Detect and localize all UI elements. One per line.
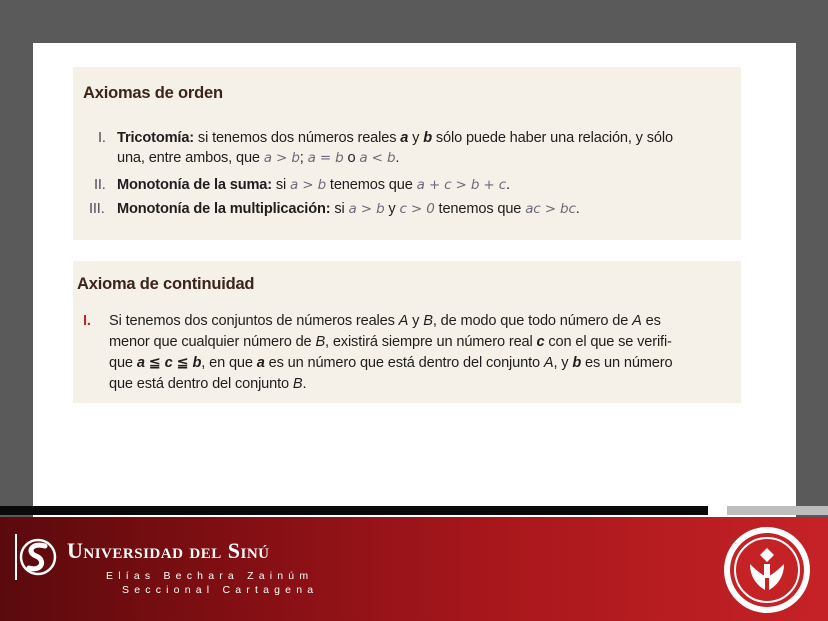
axiom-text: es un número bbox=[581, 355, 673, 371]
axiom-name: Monotonía de la suma: bbox=[117, 177, 272, 193]
set-a: A bbox=[543, 355, 554, 371]
math-expression: a > b bbox=[290, 177, 327, 193]
set-b: B bbox=[423, 313, 433, 329]
axiom-text: que bbox=[109, 355, 137, 371]
var-b: b bbox=[423, 130, 432, 146]
axiom-text: , y bbox=[553, 355, 573, 371]
axiom-number: I. bbox=[83, 313, 91, 329]
math-expression: a + c > b + c bbox=[416, 177, 506, 193]
axiom-text: tenemos que bbox=[326, 177, 417, 193]
axiom-name: Tricotomía: bbox=[117, 130, 195, 146]
university-subtitle: Elías Bechara Zainúm bbox=[106, 570, 314, 582]
order-axioms-title: Axiomas de orden bbox=[83, 84, 223, 102]
footer-grey-bar bbox=[727, 506, 828, 515]
math-expression: ac > bc bbox=[525, 201, 576, 217]
set-a: A bbox=[398, 313, 409, 329]
var-b: b bbox=[572, 355, 582, 371]
axiom-text: tenemos que bbox=[434, 201, 526, 217]
math-expression: a > b bbox=[348, 201, 385, 217]
university-name: Universidad del Sinú bbox=[67, 538, 270, 563]
university-badge-icon bbox=[718, 524, 816, 616]
axiom-trichotomy bbox=[92, 128, 742, 168]
axiom-text: si tenemos dos números reales bbox=[194, 130, 401, 146]
university-logo-icon bbox=[12, 528, 60, 586]
math-expression: a < b bbox=[359, 150, 396, 166]
axiom-text: sólo puede haber una relación, y sólo bbox=[431, 130, 673, 146]
axiom-text: y bbox=[408, 313, 424, 329]
axiom-number: I. bbox=[98, 130, 106, 146]
axiom-text: menor que cualquier número de bbox=[109, 334, 316, 350]
footer-black-bar bbox=[0, 506, 708, 515]
var-a: a bbox=[256, 355, 265, 371]
math-expression: a > b bbox=[263, 150, 300, 166]
axiom-text: Si tenemos dos conjuntos de números reales bbox=[109, 313, 399, 329]
axiom-text: es un número que está dentro del conjunto bbox=[264, 355, 544, 371]
footer-band bbox=[0, 517, 828, 621]
continuity-axiom-title: Axioma de continuidad bbox=[77, 275, 255, 293]
axiom-text: con el que se verifi- bbox=[544, 334, 672, 350]
continuity-axiom-box bbox=[73, 261, 741, 403]
var-c: c bbox=[536, 334, 545, 350]
axiom-multiplication-monotony bbox=[89, 199, 742, 219]
axiom-text: que está dentro del conjunto bbox=[109, 376, 293, 392]
var-a: a bbox=[400, 130, 409, 146]
axiom-text: . bbox=[506, 177, 510, 193]
axiom-text: una, entre ambos, que bbox=[117, 150, 264, 166]
axiom-continuity bbox=[83, 311, 759, 395]
university-campus: Seccional Cartagena bbox=[122, 584, 319, 596]
order-axioms-box bbox=[73, 67, 741, 240]
axiom-name: Monotonía de la multiplicación: bbox=[117, 201, 331, 217]
axiom-text: y bbox=[384, 201, 400, 217]
axiom-text: , de modo que todo número de bbox=[432, 313, 633, 329]
axiom-text: , existirá siempre un número real bbox=[325, 334, 537, 350]
axiom-text: si bbox=[271, 177, 291, 193]
set-b: B bbox=[292, 376, 303, 392]
axiom-text: . bbox=[575, 201, 580, 217]
axiom-text: . bbox=[395, 150, 400, 166]
math-expression: c > 0 bbox=[399, 201, 435, 217]
axiom-text: es bbox=[641, 313, 661, 329]
math-expression: a ≦ c ≦ b bbox=[136, 355, 202, 371]
set-a: A bbox=[632, 313, 642, 329]
axiom-text: ; bbox=[299, 150, 308, 166]
set-b: B bbox=[315, 334, 326, 350]
axiom-text: . bbox=[302, 376, 307, 392]
axiom-text: y bbox=[408, 130, 424, 146]
math-expression: a = b bbox=[307, 150, 344, 166]
axiom-number: II. bbox=[94, 177, 106, 193]
axiom-text: o bbox=[343, 150, 360, 166]
axiom-sum-monotony bbox=[92, 175, 742, 195]
axiom-number: III. bbox=[89, 201, 105, 217]
axiom-text: si bbox=[330, 201, 349, 217]
axiom-text: , en que bbox=[201, 355, 257, 371]
